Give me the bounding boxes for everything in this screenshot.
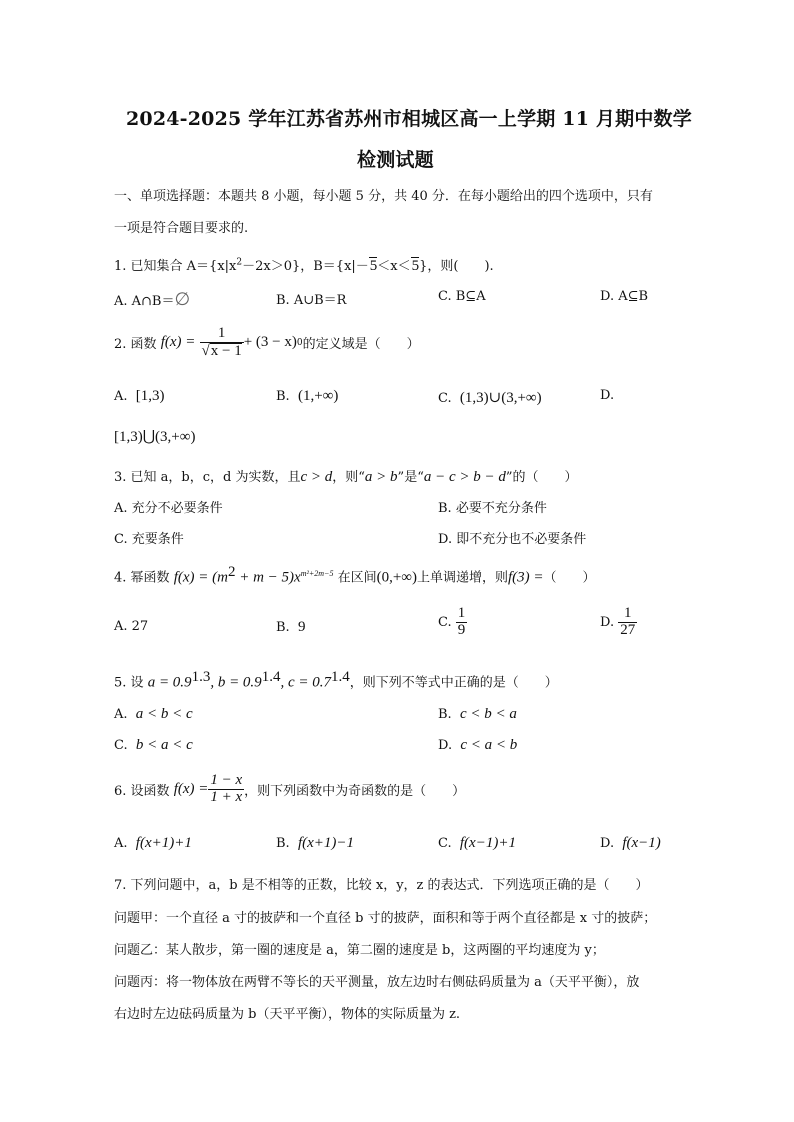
q5-option-a [114,706,193,723]
q5-option-d-value: c < a < b [460,737,518,753]
q1-option-c: C. B⊆A [438,289,486,304]
q4-mid: + m − 5)x [235,569,301,586]
q7-line5: 右边时左边砝码质量为 b（天平平衡），物体的实际质量为 z. [114,1007,461,1022]
q1-option-d: D. A⊆B [600,289,649,304]
q7-line2: 问题甲：一个直径 a 寸的披萨和一个直径 b 寸的披萨，面积和等于两个直径都是 x 寸的披萨； [114,911,657,926]
q1-stem [114,255,494,275]
q4-stem-d: （ ） [543,570,596,586]
q4-option-b-value: 9 [297,619,306,635]
q3-stem-b: ，则“ [332,470,365,485]
q4-stem-a: 4. 幂函数 [114,570,170,586]
q6-stem-b: ，则下列函数中为奇函数的是（ ） [244,783,466,799]
q6-stem [114,773,465,806]
q1-option-a [114,289,190,310]
q5-option-b-value: c < b < a [459,706,517,722]
q4-option-c [438,606,467,639]
q4-sq: 2 [227,564,236,580]
q2-option-d: D. [600,388,615,403]
q5-stem-a: 5. 设 [114,675,144,691]
q3-stem-d: ”的（ ） [505,470,578,485]
q5-option-d-label: D. [438,738,453,753]
q1-stem-c: ＜x＜ [377,259,411,274]
q5-b: , b = 0.9 [210,674,262,691]
q1-stem-b: －2x＞0}，B＝{x|－ [242,259,369,274]
q5-option-c [114,737,193,754]
q6-option-c [438,835,516,852]
q6-option-a-value: f(x+1)+1 [135,835,192,851]
q3-option-a: A. 充分不必要条件 [114,501,223,516]
q1-option-b: B. A∪B＝R [276,293,347,308]
q2-fraction [200,326,244,360]
q4-option-d [600,606,637,639]
q4-interval: (0,+∞) [376,569,417,586]
q3-option-b: B. 必要不充分条件 [438,501,547,516]
q2-tail-exp: 0 [296,337,303,348]
q6-option-a-label: A. [114,836,128,851]
q2-stem-prefix: 2. 函数 [114,337,157,353]
q4-stem-b: 在区间 [337,570,377,586]
q6-fraction-den: 1 + x [210,788,243,805]
q7-line4: 问题丙：将一物体放在两臂不等长的天平测量，放左边时右侧砝码质量为 a（天平平衡），放 [114,975,640,990]
q3-stem-c: ”是“ [397,470,424,485]
q6-option-d-value: f(x−1) [622,835,661,851]
q2-option-c-label: C. [438,391,452,406]
q5-option-c-label: C. [114,738,128,753]
q4-option-a: A. 27 [114,619,149,634]
q2-option-d-value: [1,3)⋃(3,+∞) [114,429,196,445]
q6-stem-a: 6. 设函数 [114,783,170,799]
q1-sqrt-5-a: 5 [369,258,378,274]
q1-sqrt-5-b: 5 [411,258,420,274]
q1-option-a-label: A. A∩B＝ [114,294,175,309]
q6-fx: f(x) = [173,780,209,797]
q2-option-a-value: [1,3) [135,388,165,404]
q2-fraction-num: 1 [217,325,226,341]
q5-option-d [438,737,517,754]
q4-stem-c: 上单调递增，则 [417,570,509,586]
q6-fraction-num: 1 − x [210,772,243,788]
q2-option-b-label: B. [276,389,290,404]
q2-option-c [438,388,542,407]
q4-stem [114,564,596,586]
q4-exp: m²+2m−5 [300,569,334,578]
q4-fx: f(x) = (m [173,569,228,586]
q2-option-a [114,388,165,405]
q6-option-b [276,835,354,852]
q6-option-d [600,835,661,852]
q5-c-exp: 1.4 [330,669,350,685]
q3-option-d: D. 即不充分也不必要条件 [438,532,587,547]
q6-fraction [208,773,244,806]
q2-tail: + (3 − x) [243,334,297,351]
q7-line3: 问题乙：某人散步，第一圈的速度是 a，第二圈的速度是 b，这两圈的平均速度为 y； [114,943,605,958]
q4-option-d-den: 27 [620,621,636,638]
q5-stem [114,669,558,691]
q4-option-c-num: 1 [457,605,466,621]
q4-option-c-fraction [456,606,468,639]
q7-line1: 7. 下列问题中，a，b 是不相等的正数，比较 x，y，z 的表达式．下列选项正确的是（ ） [114,878,649,893]
emptyset-icon: ∅ [174,289,191,310]
q3-p: a > b [364,469,398,485]
q4-f3: f(3) = [508,569,544,586]
q4-option-b [276,619,305,636]
q3-option-c: C. 充要条件 [114,532,184,547]
q2-stem-suffix: 的定义域是（ ） [302,337,420,353]
q5-option-c-value: b < a < c [135,737,193,753]
q6-option-b-value: f(x+1)−1 [297,835,355,851]
q3-stem [114,466,578,486]
document-title-line2: 检测试题 [357,149,434,171]
q5-a: a = 0.9 [147,674,192,691]
q2-option-b-value: (1,+∞) [297,388,339,404]
q5-c: , c = 0.7 [280,674,331,691]
document-title-line1: 2024-2025 学年江苏省苏州市相城区高一上学期 11 月期中数学 [126,108,692,130]
q4-option-d-label: D. [600,614,615,630]
q5-b-exp: 1.4 [261,669,281,685]
q5-option-b-label: B. [438,707,452,722]
q3-condition: c > d [300,469,333,485]
q2-option-b [276,388,338,405]
q4-option-c-den: 9 [457,621,466,638]
q5-a-exp: 1.3 [191,669,211,685]
q6-option-c-value: f(x−1)+1 [459,835,516,851]
q5-option-a-value: a < b < c [135,706,193,722]
q1-stem-a: 1. 已知集合 A＝{x|x [114,259,237,274]
q3-stem-a: 3. 已知 a，b，c，d 为实数，且 [114,470,301,485]
q4-option-d-num: 1 [623,605,632,621]
q3-q: a − c > b − d [423,469,506,485]
q2-fx: f(x) = [160,334,196,351]
q1-exp: 2 [236,257,243,268]
q6-option-a [114,835,192,852]
q4-option-c-label: C. [438,614,452,630]
q6-option-d-label: D. [600,836,615,851]
section-header-line1: 一、单项选择题：本题共 8 小题，每小题 5 分，共 40 分．在每小题给出的四个选项中，只有 [114,189,653,204]
q5-stem-b: ，则下列不等式中正确的是（ ） [349,675,558,691]
q2-option-a-label: A. [114,389,128,404]
q1-stem-d: }，则( ). [419,259,494,274]
q2-sqrt: x − 1 [210,342,242,359]
q2-fraction-den: √x − 1 [201,342,242,359]
section-header-line2: 一项是符合题目要求的. [114,221,249,236]
q4-option-b-label: B. [276,620,290,635]
q5-option-a-label: A. [114,707,128,722]
q6-option-b-label: B. [276,836,290,851]
q6-option-c-label: C. [438,836,452,851]
q5-option-b [438,706,517,723]
q4-option-d-fraction [618,606,637,639]
q2-stem [114,326,420,360]
q2-option-c-value: (1,3)∪(3,+∞) [459,390,542,406]
